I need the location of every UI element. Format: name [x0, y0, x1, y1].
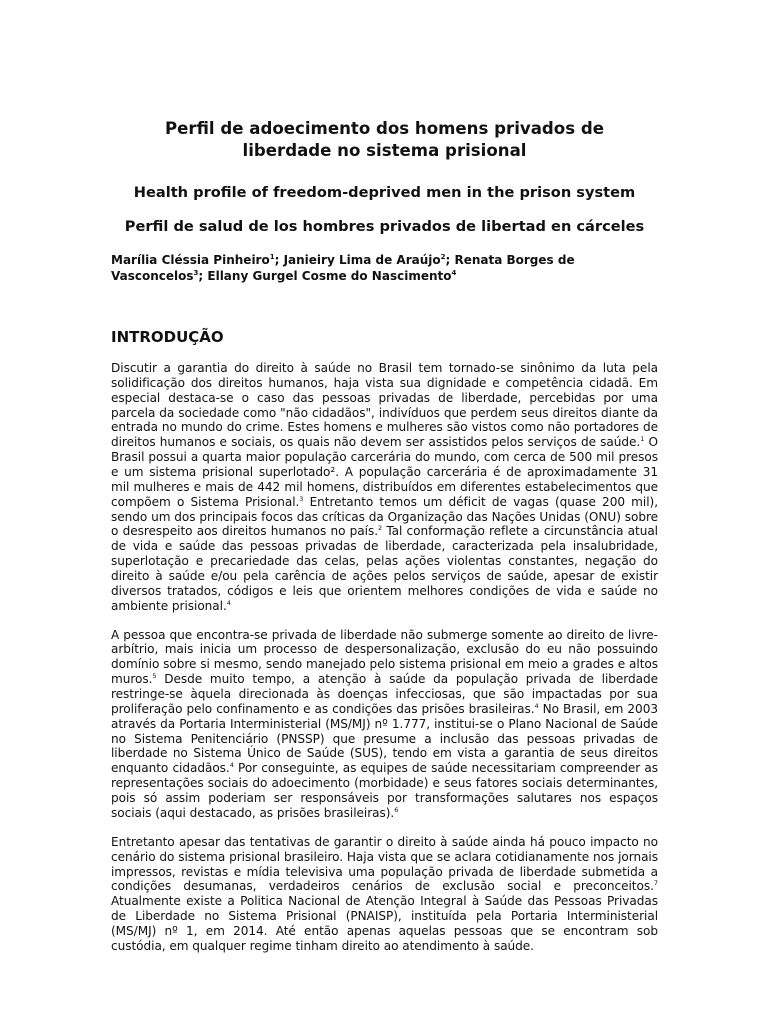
- author-1: Marília Cléssia Pinheiro: [111, 253, 270, 267]
- title-spanish: Perfil de salud de los hombres privados de libertad en cárceles: [124, 218, 645, 235]
- author-4: ; Ellany Gurgel Cosme do Nascimento: [198, 268, 452, 283]
- title-portuguese-line2: liberdade no sistema prisional: [242, 141, 527, 160]
- author-3-first-part: ; Renata Borges de: [445, 253, 575, 267]
- author-4-affiliation: 4: [451, 268, 457, 277]
- citation-marker: 3: [299, 494, 304, 503]
- title-portuguese-line1: Perfil de adoecimento dos homens privados de: [165, 119, 604, 138]
- paragraph-1-text-3: Entretanto temos um déficit de vagas (quase 200 mil), sendo um dos principais focos das críticas da Organização das Nações Unidas (ONU) sobre o desrespeito aos direitos humanos no país.: [111, 494, 658, 539]
- paragraph-2-text-3: No Brasil, em 2003 através da Portaria Interministerial (MS/MJ) nº 1.777, institui-se o Plano Nacional de Saúde no Sistema Penitenciário (PNSSP) que presume a inclusão das pessoas privadas de liberdade no Sistema Único de Saúde (SUS), tendo em vista a garantia de seus direitos enquanto cidadãos.: [111, 701, 658, 776]
- paragraph-1-text-4: Tal conformação reflete a circunstância atual de vida e saúde das pessoas privadas de liberdade, caracterizada pela insalubridade, superlotação e precariedade das celas, pelas ações violentas constantes, negação do direito à saúde e/ou pela carência de ações pelos serviços de saúde, apesar de existir diversos tratados, códigos e leis que orientem melhores condições de vida e saúde no ambiente prisional.: [111, 524, 658, 613]
- paragraph-3: [111, 835, 658, 954]
- citation-marker: 6: [394, 805, 399, 814]
- paragraph-1-text-2: O Brasil possui a quarta maior população carcerária do mundo, com cerca de 500 mil presos e um sistema prisional superlotado². A população carcerária é de aproximadamente 31 mil mulheres e mais de 442 mil homens, distribuídos em diferentes estabelecimentos que compõem o Sistema Prisional.: [111, 435, 658, 509]
- paragraph-2-text-1: A pessoa que encontra-se privada de liberdade não submerge somente ao direito de livre-arbítrio, mais inicia um processo de despersonalização, exclusão do eu não possuindo domínio sobre si mesmo, sendo manejado pelo sistema prisional em meio a grades e altos muros.: [111, 627, 658, 687]
- citation-marker: 4: [229, 761, 234, 770]
- paragraph-1-text-1: Discutir a garantia do direito à saúde no Brasil tem tornado-se sinônimo da luta pela solidificação dos direitos humanos, haja vista sua dignidade e competência cidadã. Em especial destaca-se o caso das pessoas privadas de liberdade, percebidas por uma parcela da sociedade como "não cidadãos", indivíduos que perdem seus direitos diante da entrada no mundo do crime. Estes homens e mulheres são vistos como não portadores de direitos humanos e sociais, os quais não devem ser assistidos pelos serviços de saúde.: [111, 361, 658, 450]
- citation-marker: 4: [226, 598, 231, 607]
- citation-marker: 2: [378, 524, 383, 533]
- title-portuguese: [111, 118, 658, 162]
- citation-marker: 1: [640, 435, 645, 444]
- paragraph-2: [111, 628, 658, 821]
- citation-marker: 7: [653, 879, 658, 888]
- citation-marker: 5: [152, 672, 157, 681]
- author-2: ; Janieiry Lima de Araújo: [274, 253, 441, 267]
- paragraph-2-text-2: Desde muito tempo, a atenção à saúde da população privada de liberdade restringe-se àquela direcionada às doenças infecciosas, que são impactadas por sua proliferação pelo confinamento e as condições das prisões brasileiras.: [111, 672, 658, 716]
- paragraph-3-text-2: Atualmente existe a Politica Nacional de Atenção Integral à Saúde das Pessoas Privadas de Liberdade no Sistema Prisional (PNAISP), instituída pela Portaria Interministerial (MS/MJ) nº 1, em 2014. Até então apenas aquelas pessoas que se encontram sob custódia, em qualquer regime tinham direito ao atendimento à saúde.: [111, 894, 658, 953]
- author-list: [111, 253, 658, 284]
- paragraph-2-text-4: Por conseguinte, as equipes de saúde necessitariam compreender as representações sociais do adoecimento (morbidade) e seus fatores sociais determinantes, pois só assim poderiam ser responsáveis por transformações salutares nos espaços sociais (aqui destacado, as prisões brasileiras).: [111, 761, 658, 820]
- paragraph-3-text-1: Entretanto apesar das tentativas de garantir o direito à saúde ainda há pouco impacto no cenário do sistema prisional brasileiro. Haja vista que se aclara cotidianamente nos jornais impressos, revistas e mídia televisiva uma população privada de liberdade submetida a condições desumanas, verdadeiros cenários de exclusão social e preconceitos.: [111, 834, 658, 894]
- title-english: Health profile of freedom-deprived men in the prison system: [133, 184, 636, 201]
- citation-marker: 4: [534, 701, 539, 710]
- document-page: [111, 118, 658, 954]
- author-1-affiliation: 1: [269, 253, 275, 261]
- author-2-affiliation: 2: [440, 253, 446, 261]
- author-3-affiliation: 3: [193, 268, 199, 277]
- author-3-last-part: Vasconcelos: [111, 268, 194, 283]
- paragraph-1: [111, 361, 658, 614]
- section-heading-introducao: INTRODUÇÃO: [111, 328, 224, 346]
